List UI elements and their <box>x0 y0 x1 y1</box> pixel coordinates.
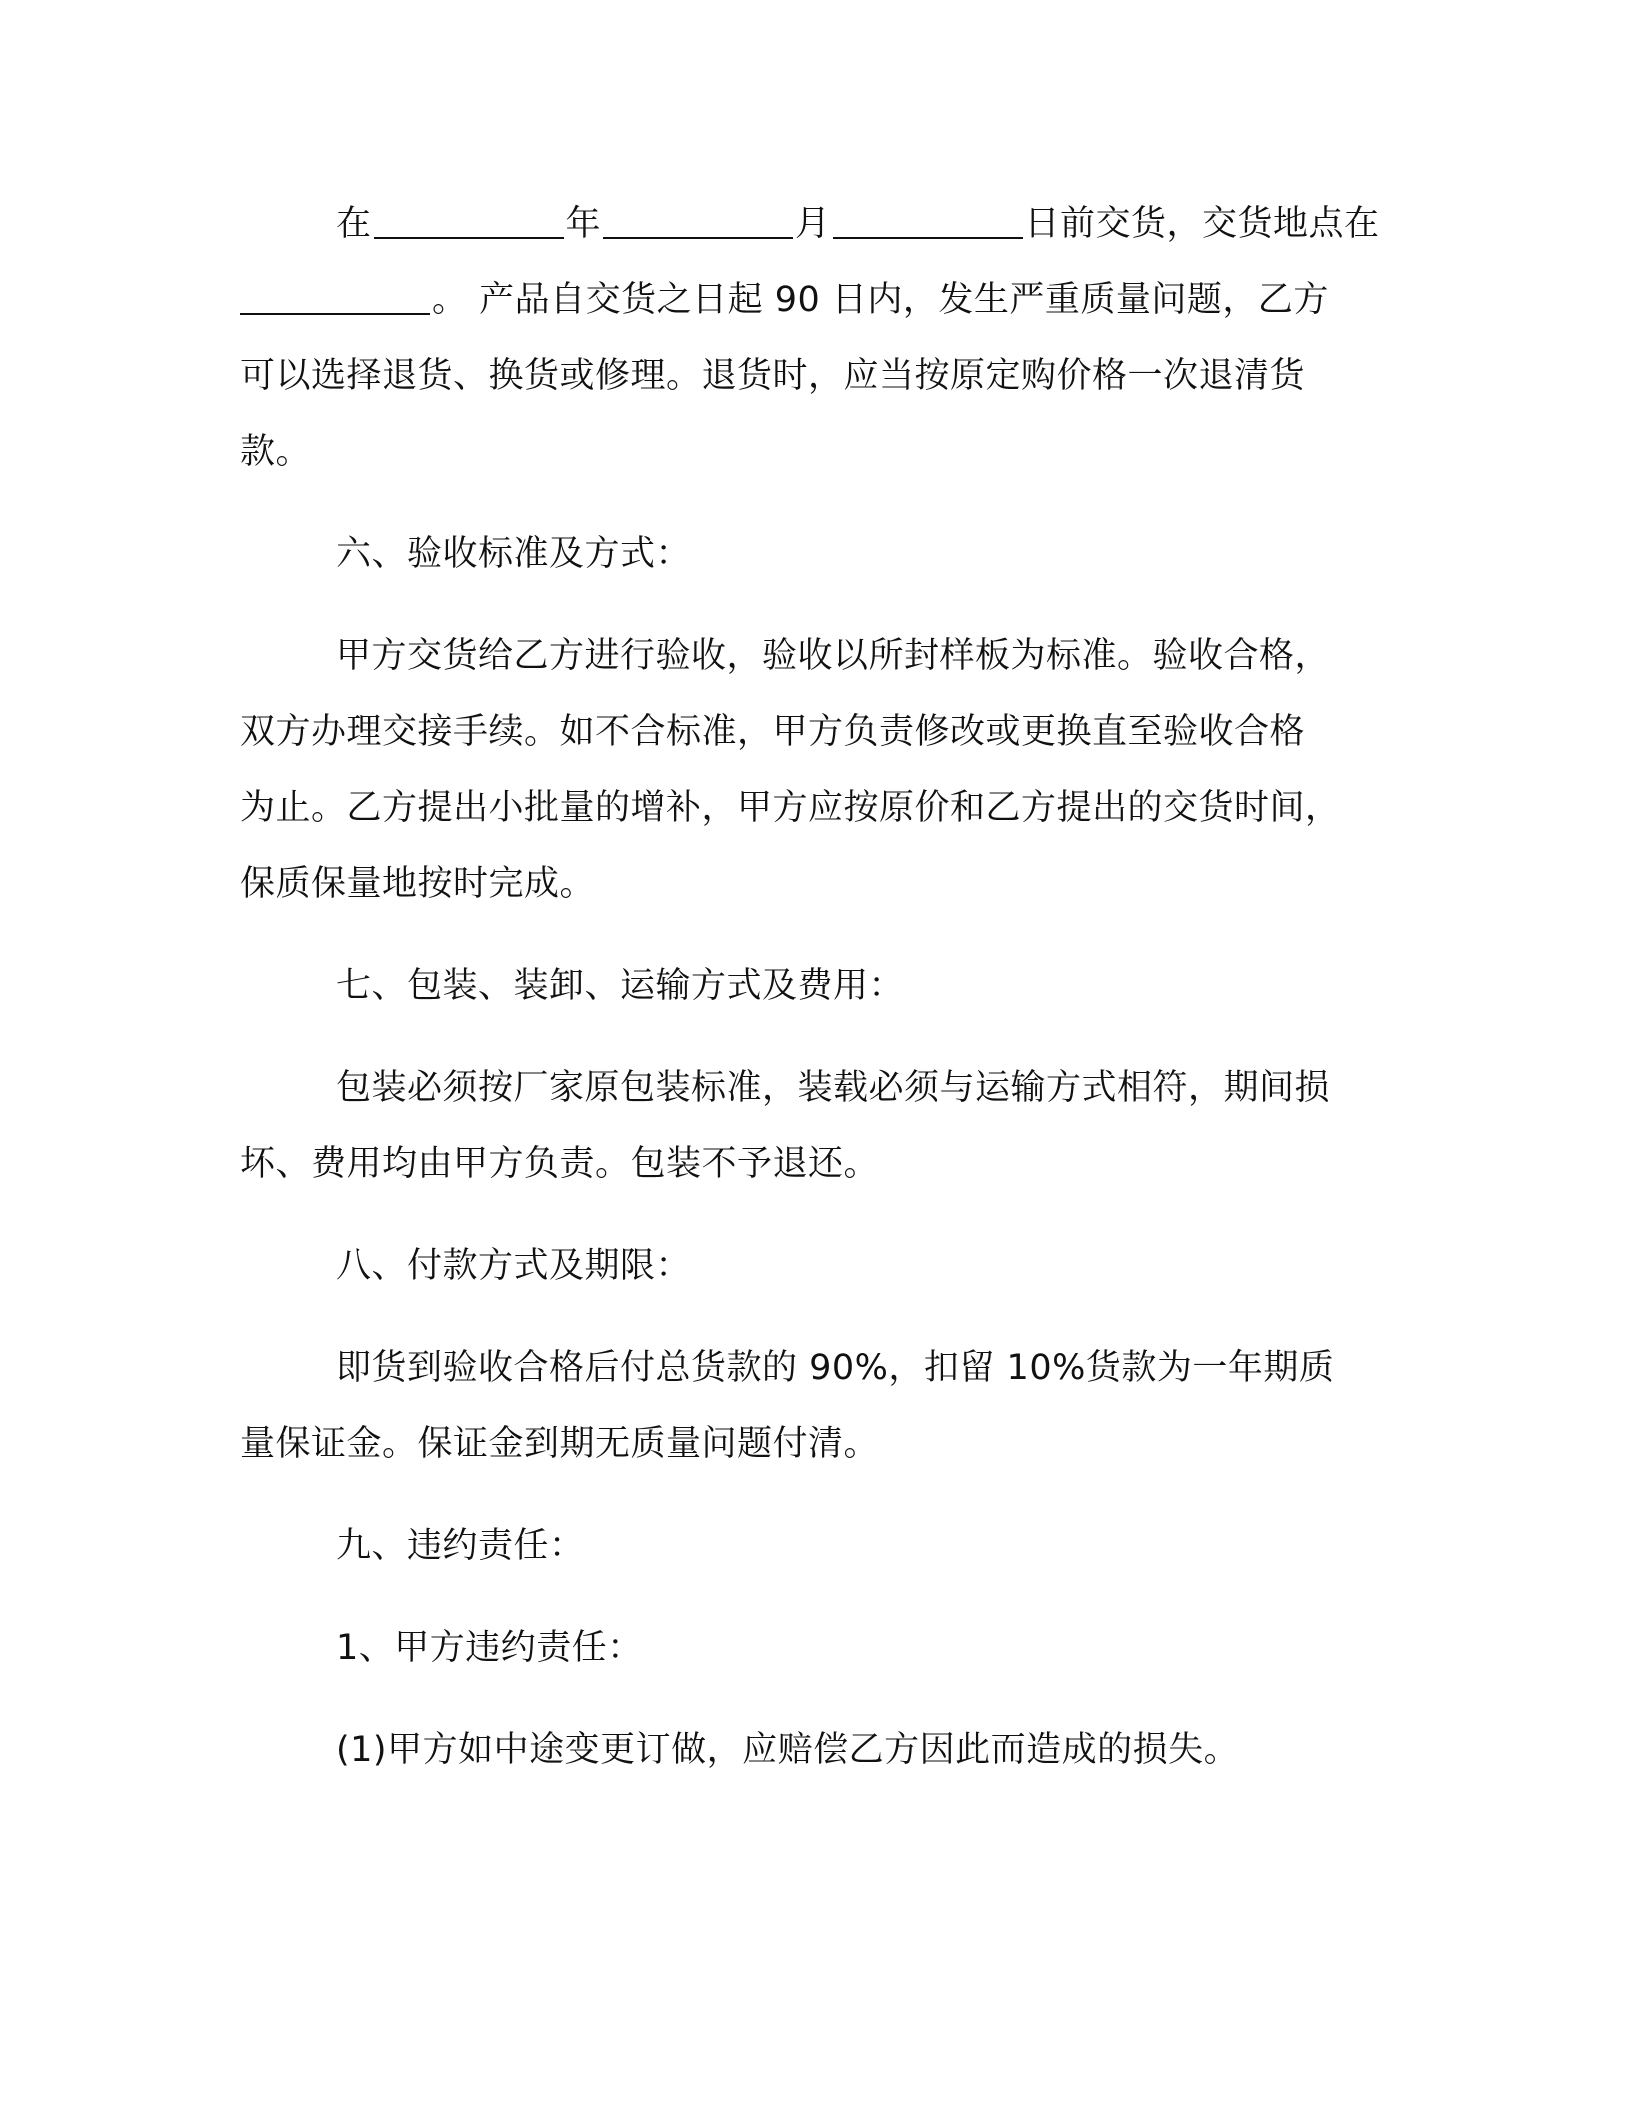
month-blank <box>603 203 793 239</box>
delivery-line-2 <box>240 262 1390 338</box>
delivery-text-1: 在 <box>336 204 372 244</box>
location-blank <box>240 279 430 315</box>
day-blank <box>833 203 1023 239</box>
delivery-text-7: 款。 <box>240 432 312 472</box>
section9-heading: 九、违约责任： <box>336 1526 585 1566</box>
section6-line-1: 甲方交货给乙方进行验收，验收以所封样板为标准。验收合格， <box>336 636 1331 676</box>
section9-item1: (1)甲方如中途变更订做，应赔偿乙方因此而造成的损失。 <box>336 1730 1240 1770</box>
delivery-text-6: 可以选择退货、换货或修理。退货时，应当按原定购价格一次退清货 <box>240 356 1306 396</box>
section7-line-1: 包装必须按厂家原包装标准，装载必须与运输方式相符，期间损 <box>336 1068 1331 1108</box>
section8-paragraph <box>240 1330 1390 1482</box>
delivery-paragraph <box>240 186 1390 490</box>
section6-paragraph <box>240 618 1390 922</box>
delivery-text-2: 年 <box>565 204 602 244</box>
section6-heading: 六、验收标准及方式： <box>336 534 692 574</box>
section8-heading: 八、付款方式及期限： <box>336 1246 692 1286</box>
section7-heading: 七、包装、装卸、运输方式及费用： <box>336 966 905 1006</box>
section6-line-2: 双方办理交接手续。如不合标准，甲方负责修改或更换直至验收合格 <box>240 712 1306 752</box>
delivery-text-5: 。 产品自交货之日起 90 日内，发生严重质量问题，乙方 <box>432 280 1329 320</box>
delivery-text-4: 日前交货，交货地点在 <box>1024 204 1380 244</box>
section6-line-4: 保质保量地按时完成。 <box>240 864 596 904</box>
section7-paragraph <box>240 1050 1390 1202</box>
delivery-text-3: 月 <box>795 204 831 244</box>
document-body <box>240 186 1390 1788</box>
section7-line-2: 坏、费用均由甲方负责。包装不予退还。 <box>240 1144 880 1184</box>
section8-line-2: 量保证金。保证金到期无质量问题付清。 <box>240 1424 880 1464</box>
section8-line-1: 即货到验收合格后付总货款的 90%，扣留 10%货款为一年期质 <box>336 1348 1335 1388</box>
section9-sub1: 1、甲方违约责任： <box>336 1628 643 1668</box>
year-blank <box>374 203 564 239</box>
section6-line-3: 为止。乙方提出小批量的增补，甲方应按原价和乙方提出的交货时间， <box>240 788 1341 828</box>
